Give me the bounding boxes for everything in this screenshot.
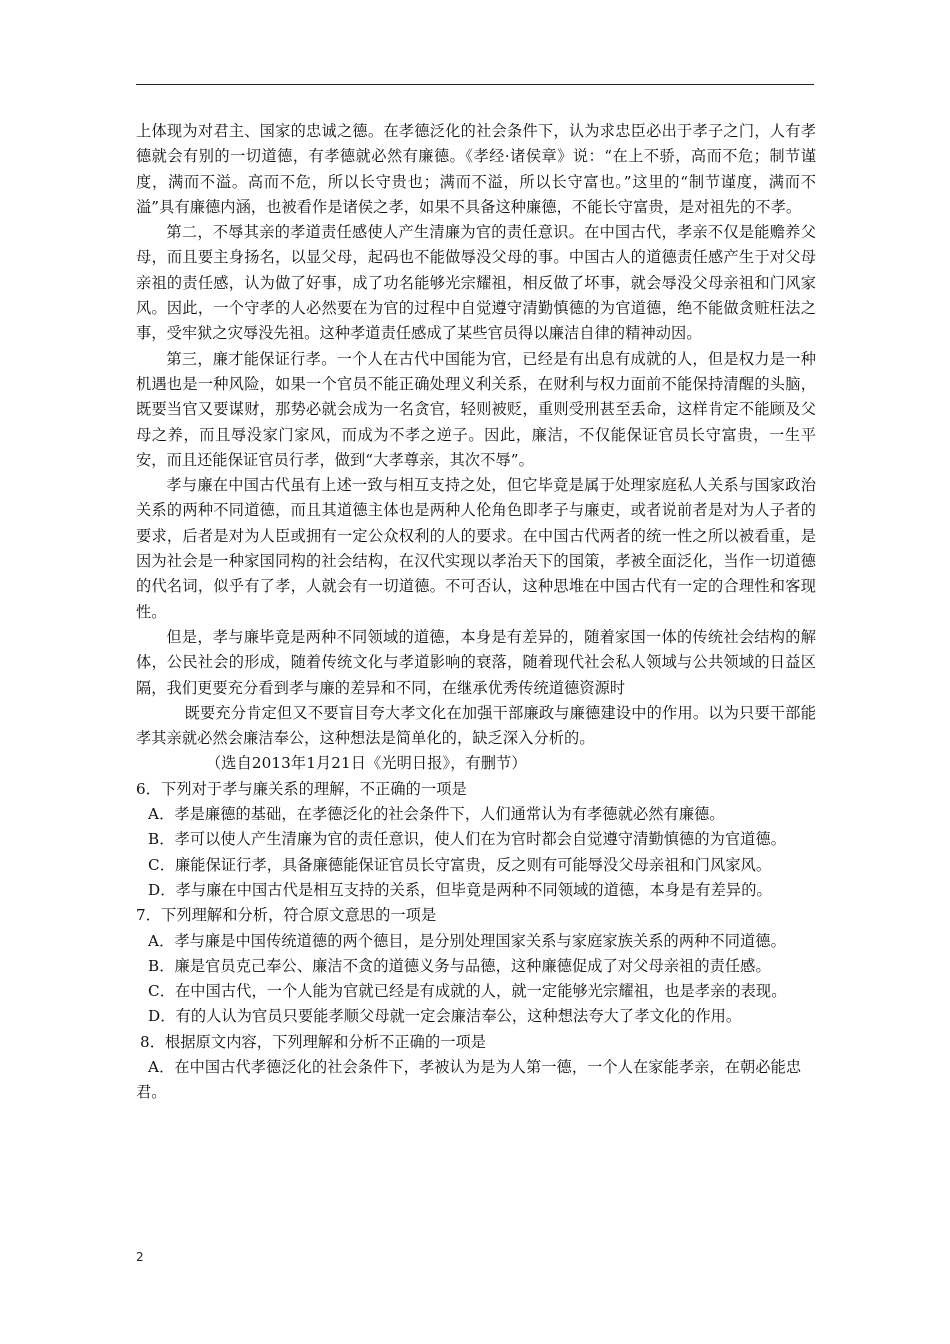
question-6 — [136, 777, 816, 903]
question-stem: 7．下列理解和分析，符合原文意思的一项是 — [136, 906, 437, 925]
option-a: A．在中国古代孝德泛化的社会条件下，孝被认为是为人第一德，一个人在家能孝亲，在朝必能忠君。 — [136, 1057, 802, 1102]
question-stem: 6．下列对于孝与廉关系的理解，不正确的一项是 — [136, 779, 467, 798]
header-rule — [136, 84, 814, 85]
paragraph: 孝与廉在中国古代虽有上述一致与相互支持之处，但它毕竟是属于处理家庭私人关系与国家政治关系的两种不同道德，而且其道德主体也是两种人伦角色即孝子与廉吏，或者说前者是对为人子者的要求，后者是对为人臣或拥有一定公众权利的人的要求。在中国古代两者的统一性之所以被看重，是因为社会是一种家国同构的社会结构，在汉代实现以孝治天下的国策，孝被全面泛化，当作一切道德的代名词，似乎有了孝，人就会有一切道德。不可否认，这种思堆在中国古代有一定的合理性和客现性。 — [136, 476, 816, 621]
source-note: （选自2013年1月21日《光明日报》，有删节） — [206, 754, 527, 773]
paragraph: 但是，孝与廉毕竟是两种不同领域的道德，本身是有差异的，随着家国一体的传统社会结构的解体，公民社会的形成，随着传统文化与孝道影响的衰落，随着现代社会私人领域与公共领域的日益区隔，我们更要充分看到孝与廉的差异和不同，在继承优秀传统道德资源时 — [136, 627, 816, 697]
question-stem: 8．根据原文内容，下列理解和分析不正确的一项是 — [140, 1032, 487, 1051]
option-c: C．廉能保证行孝，具备廉德能保证官员长守富贵，反之则有可能辱没父母亲祖和门风家风。 — [148, 855, 772, 874]
paragraph: 第二，不辱其亲的孝道责任感使人产生清廉为官的责任意识。在中国古代，孝亲不仅是能赡养父母，而且要主身扬名，以显父母，起码也不能做辱没父母的事。中国古人的道德责任感产生于对父母亲祖的责任感，认为做了好事，成了功名能够光宗耀祖，相反做了坏事，就会辱没父母亲祖和门风家风。因此，一个守孝的人必然要在为官的过程中自觉遵守清勤慎德的为官道德，绝不能做贪赃枉法之事，受牢狱之灾辱没先祖。这种孝道责任感成了某些官员得以廉洁自律的精神动因。 — [136, 223, 816, 343]
option-b: B．廉是官员克己奉公、廉洁不贪的道德义务与品德，这种廉德促成了对父母亲祖的责任感。 — [148, 956, 771, 975]
option-b: B．孝可以使人产生清廉为官的责任意识，使人们在为官时都会自觉遵守清勤慎德的为官道德。 — [148, 830, 787, 849]
option-c: C．在中国古代，一个人能为官就已经是有成就的人，就一定能够光宗耀祖，也是孝亲的表现。 — [148, 982, 787, 1001]
question-7 — [136, 903, 816, 1029]
page-number: 2 — [136, 1250, 144, 1264]
option-a: A．孝是廉德的基础，在孝德泛化的社会条件下，人们通常认为有孝德就必然有廉德。 — [148, 805, 725, 824]
question-8 — [136, 1030, 816, 1106]
article-body — [136, 119, 816, 1106]
paragraph: 上体现为对君主、国家的忠诚之德。在孝德泛化的社会条件下，认为求忠臣必出于孝子之门，人有孝德就会有别的一切道德，有孝德就必然有廉德。《孝经·诸侯章》说：“在上不骄，高而不危；制节谨度，满而不溢。高而不危，所以长守贵也；满而不溢，所以长守富也。”这里的“制节谨度，满而不溢”具有廉德内涵，也被看作是诸侯之孝，如果不具备这种廉德，不能长守富贵，是对祖先的不孝。 — [136, 122, 816, 216]
option-a: A．孝与廉是中国传统道德的两个德目，是分别处理国家关系与家庭家族关系的两种不同道德。 — [148, 931, 786, 950]
option-d: D．孝与廉在中国古代是相互支持的关系，但毕竟是两种不同领域的道德，本身是有差异的。 — [148, 880, 772, 899]
option-d: D．有的人认为官员只要能孝顺父母就一定会廉洁奉公，这种想法夸大了孝文化的作用。 — [148, 1007, 742, 1026]
paragraph: 既要充分肯定但又不要盲目夸大孝文化在加强干部廉政与廉德建设中的作用。以为只要干部能孝其亲就必然会廉洁奉公，这种想法是简单化的，缺乏深入分析的。 — [136, 703, 816, 748]
paragraph: 第三，廉才能保证行孝。一个人在古代中国能为官，已经是有出息有成就的人，但是权力是一种机遇也是一种风险，如果一个官员不能正确处理义利关系，在财利与权力面前不能保持清醒的头脑，既要当官又要谋财，那势必就会成为一名贪官，轻则被贬，重则受刑甚至丢命，这样肯定不能顾及父母之养，而且辱没家门家风，而成为不孝之逆子。因此，廉洁，不仅能保证官员长守富贵，一生平安，而且还能保证官员行孝，做到“大孝尊亲，其次不辱”。 — [136, 349, 816, 469]
